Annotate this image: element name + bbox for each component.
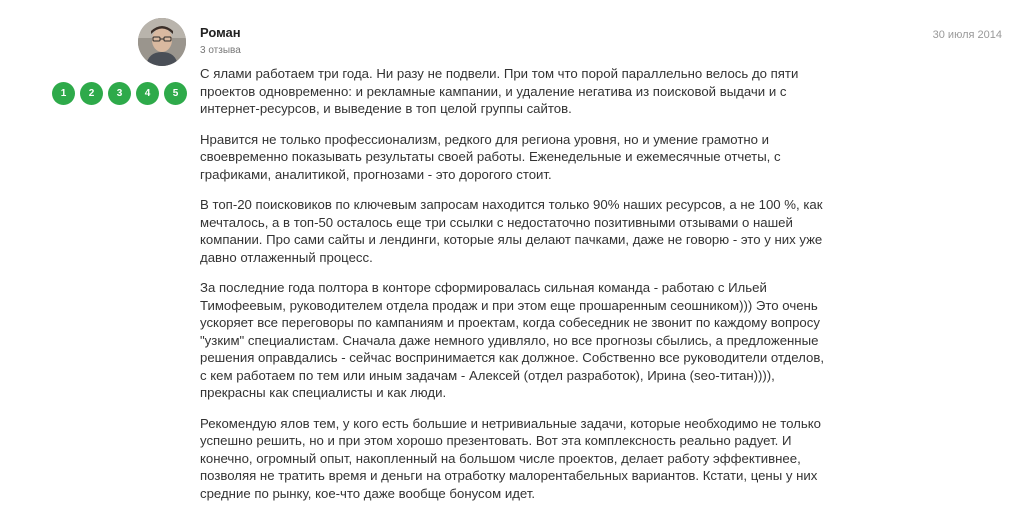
review-paragraph-5: Рекомендую ялов тем, у кого есть большие и нетривиальные задачи, которые необходимо не только успешно решить, но и при этом хорошо презентовать. Вот эта комплексность реально радует. И конечно, огромный опыт, накопленный на большом числе проектов, делает работу эффективнее, позволяя не тратить время и деньги на отработку малорентабельных вариантов. Кстати, цены у них средние по рынку, кое-что даже вообще бонусом идет.	[200, 415, 821, 501]
avatar[interactable]	[138, 18, 186, 66]
user-photo-icon	[138, 18, 186, 66]
rating-dot-1[interactable]: 1	[52, 82, 75, 105]
rating	[52, 82, 187, 105]
review-count: 3 отзыва	[200, 45, 241, 56]
rating-dot-4[interactable]: 4	[136, 82, 159, 105]
review-paragraph-2: Нравится не только профессионализм, редкого для региона уровня, но и умение грамотно и своевременно показывать результаты своей работы. Еженедельные и ежемесячные отчеты, с графиками, аналитикой, прогнозами - это дорогого стоит.	[200, 131, 781, 182]
review-body	[200, 65, 828, 515]
review-date: 30 июля 2014	[932, 29, 1002, 41]
rating-dot-3[interactable]: 3	[108, 82, 131, 105]
review-paragraph-4: За последние года полтора в конторе сформировалась сильная команда - работаю с Ильей Тимофеевым, руководителем отдела продаж и при этом еще прошаренным сеошником))) Это очень ускоряет все переговоры по кампаниям и проектам, когда собеседник не звонит по каждому вопросу "узким" специалистам. Сначала даже немного удивляло, но все прогнозы сбылись, а предложенные решения оправдались - сейчас воспринимается как должное. Собственно все руководители отделов, с кем работаем по тем или иным задачам - Алексей (отдел разработок), Ирина (seo-титан)))), прекрасны как специалисты и как люди.	[200, 280, 824, 400]
rating-dot-5[interactable]: 5	[164, 82, 187, 105]
rating-dot-2[interactable]: 2	[80, 82, 103, 105]
review-paragraph-1: С ялами работаем три года. Ни разу не подвели. При том что порой параллельно велось до пяти проектов одновременно: и рекламные кампании, и удаление негатива из поисковой выдачи и с интернет-ресурсов, и выведение в топ целой группы сайтов.	[200, 66, 799, 116]
author-name[interactable]: Роман	[200, 25, 241, 40]
review-paragraph-3: В топ-20 поисковиков по ключевым запросам находится только 90% наших ресурсов, а не 100 %, как мечталось, а в топ-50 осталось еще три ссылки с недостаточно позитивными отзывами о нашей компании. Про сами сайты и лендинги, которые ялы делают пачками, даже не говорю - это у них уже давно отлаженный процесс.	[200, 197, 823, 265]
